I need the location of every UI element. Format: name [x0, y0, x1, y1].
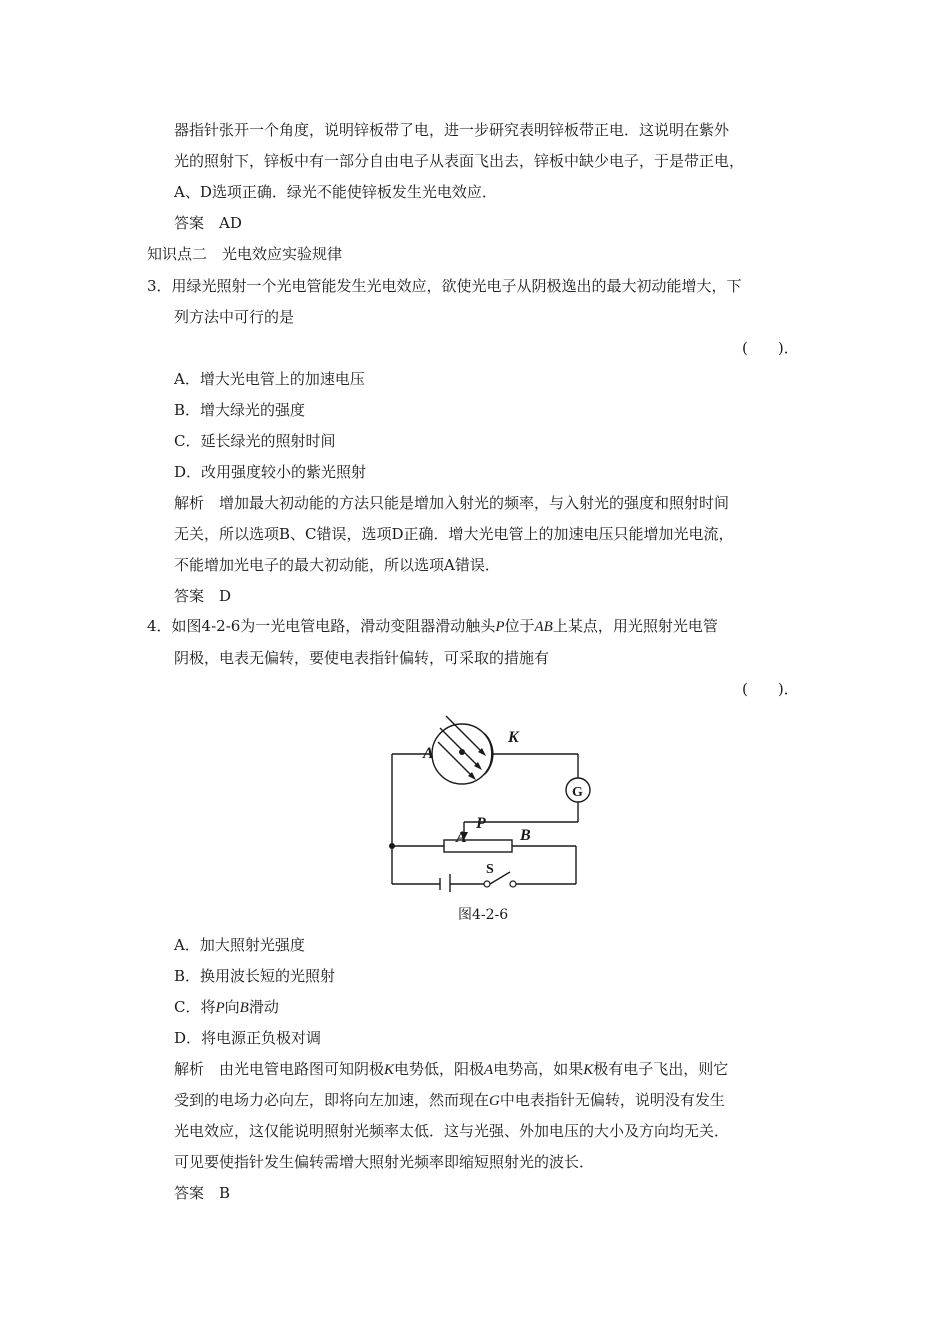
figure-caption: 图4-2-6 [458, 907, 509, 923]
label-anode-a: A [423, 745, 434, 762]
option-a: A．加大照射光强度 [174, 936, 305, 954]
text-line: 解析 增加最大初动能的方法只能是增加入射光的频率，与入射光的强度和照射时间 [174, 494, 730, 512]
label-slider-p: P [476, 815, 486, 832]
resistor [444, 840, 512, 852]
analysis-line-3: 光电效应，这仅能说明照射光频率太低．这与光强、外加电压的大小及方向均无关． [174, 1122, 730, 1140]
light-ray [446, 716, 484, 754]
text-line: 列方法中可行的是 [174, 308, 295, 326]
analysis-line-1: 解析 由光电管电路图可知阴极K电势低，阳极A电势高，如果K极有电子飞出，则它 [174, 1060, 729, 1078]
analysis-line-4: 可见要使指针发生偏转需增大照射光频率即缩短照射光的波长． [174, 1153, 595, 1171]
question-4-answer-paren: ( )． [742, 680, 799, 698]
cathode-plate [484, 732, 494, 776]
option-d: D．将电源正负极对调 [174, 1029, 322, 1047]
option-c: C．将P向B滑动 [174, 998, 279, 1016]
label-cathode-k: K [508, 729, 519, 746]
label-resistor-a: A [456, 829, 467, 846]
text-line: 知识点二 光电效应实验规律 [147, 245, 343, 263]
anode-dot [459, 749, 465, 755]
circuit-diagram [380, 712, 600, 892]
label-galvanometer-g: G [572, 785, 583, 800]
text-line: A．增大光电管上的加速电压 [174, 370, 365, 388]
circuit-figure [380, 712, 600, 892]
text-line: ( )． [742, 339, 799, 357]
analysis-line-2: 受到的电场力必向左，即将向左加速，然而现在G中电表指针无偏转，说明没有发生 [174, 1091, 725, 1109]
question-4-line-1: 4．如图4-2-6为一光电管电路，滑动变阻器滑动触头P位于AB上某点，用光照射光电管 [147, 617, 718, 635]
text-line: 答案 AD [174, 214, 242, 232]
answer-4: 答案 B [174, 1184, 231, 1202]
option-b: B．换用波长短的光照射 [174, 967, 336, 985]
text-line: 器指针张开一个角度，说明锌板带了电，进一步研究表明锌板带正电．这说明在紫外 [174, 121, 730, 139]
text-line: B．增大绿光的强度 [174, 401, 306, 419]
text-line: 答案 D [174, 587, 232, 605]
label-switch-s: S [486, 862, 494, 877]
text-line: 光的照射下，锌板中有一部分自由电子从表面飞出去，锌板中缺少电子，于是带正电， [174, 152, 745, 170]
junction-dot [389, 843, 395, 849]
text-line: 无关，所以选项B、C错误，选项D正确．增大光电管上的加速电压只能增加光电流， [174, 525, 734, 543]
question-4-line-2: 阴极，电表无偏转，要使电表指针偏转，可采取的措施有 [174, 649, 550, 667]
text-line: 不能增加光电子的最大初动能，所以选项A错误． [174, 556, 500, 574]
text-line: A、D选项正确．绿光不能使锌板发生光电效应． [174, 183, 497, 201]
light-ray [438, 742, 474, 778]
light-ray [440, 728, 480, 768]
text-line: 3．用绿光照射一个光电管能发生光电效应，欲使光电子从阴极逸出的最大初动能增大，下 [147, 277, 742, 295]
text-line: C．延长绿光的照射时间 [174, 432, 336, 450]
label-resistor-b: B [520, 827, 531, 844]
text-line: D．改用强度较小的紫光照射 [174, 463, 367, 481]
